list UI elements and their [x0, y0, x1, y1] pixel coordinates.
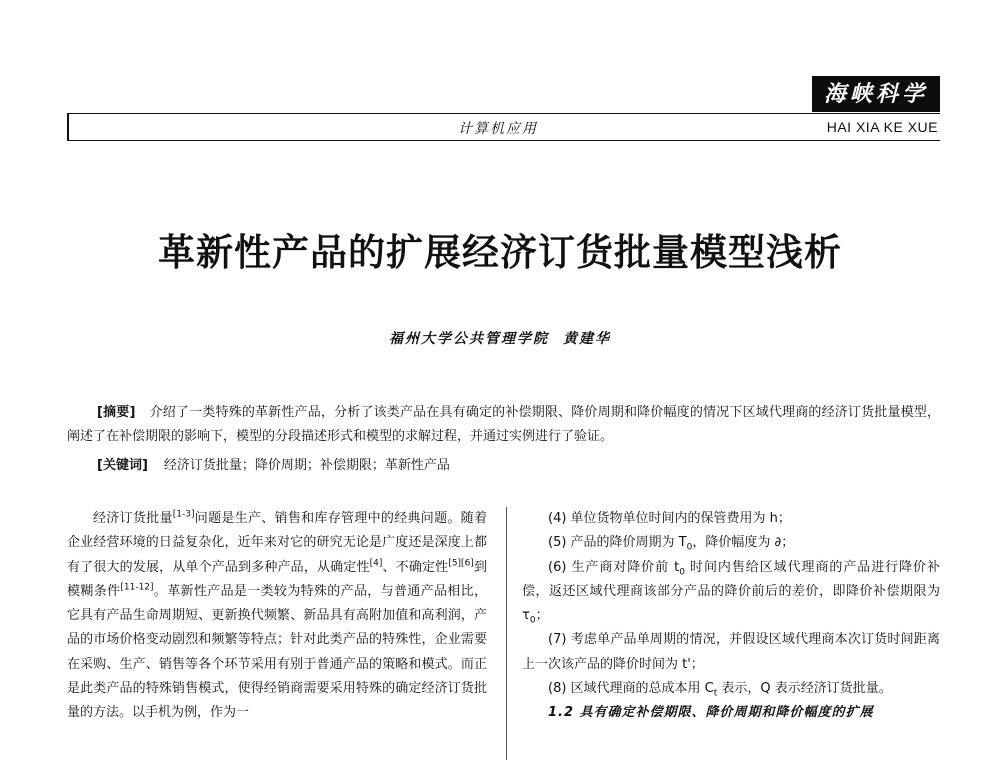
journal-logo: 海峡科学: [812, 76, 940, 112]
abstract-label: [摘要]: [97, 405, 136, 420]
assumption-5: [522, 531, 940, 555]
subsection-heading: 1.2 具有确定补偿期限、降价周期和降价幅度的扩展: [548, 705, 874, 721]
text-run: 时间内售给区域代理商的产品进行降价补偿，返还区域代理商该部分产品的降价前后的差价，即降价补偿期限为 τ: [522, 559, 940, 624]
subscript: t: [713, 688, 718, 699]
column-divider: [506, 507, 507, 760]
text-run: 经济订货批量: [93, 511, 173, 526]
text-run: 、不确定性: [382, 559, 449, 575]
keywords-label: [关键词]: [97, 458, 148, 473]
assumption-8: [522, 677, 940, 701]
journal-latin-name: HAI XIA KE XUE: [826, 119, 938, 135]
text-run: ；: [535, 608, 549, 624]
subscript: 0: [679, 567, 685, 578]
text-run: 。革新性产品是一类较为特殊的产品，与普通产品相比，它具有产品生命周期短、更新换代频繁、新品具有高附加值和高利润，产品的市场价格变动剧烈和频繁等特点；针对此类产品的特殊性，企业需要在采购、生产、销售等各个环节采用有别于普通产品的策略和模式。而正是此类产品的特殊销售模式，使得经销商需要采用特殊的确定经济订货批量的方法。以手机为例，作为一: [67, 583, 487, 721]
citation: [11-12]: [120, 582, 154, 593]
abstract-text: 介绍了一类特殊的革新性产品，分析了该类产品在具有确定的补偿期限、降价周期和降价幅度的情况下区域代理商的经济订货批量模型，阐述了在补偿期限的影响下，模型的分段描述形式和模型的求解过程，并通过实例进行了验证。: [67, 405, 940, 444]
text-run: 问题是生产、销售和库存管理中的经典问题。随着企业经营环境的日益复杂化，近年来对它的研究无论是广度还是深度上都有了很大的发展，从单个产品到多种产品，从确定性: [67, 511, 487, 575]
assumption-6: [522, 556, 940, 629]
keywords-text: 经济订货批量；降价周期；补偿期限；革新性产品: [163, 458, 450, 473]
abstract: [67, 401, 940, 449]
citation: [1-3]: [172, 509, 195, 520]
author-line: [0, 328, 1000, 348]
text-run: ，降价幅度为 ∂；: [692, 535, 795, 551]
text-run: 表示，Q 表示经济订货批量。: [717, 681, 892, 697]
citation: [4]: [369, 558, 383, 569]
text-run: 到模糊条件: [67, 559, 487, 599]
subscript: 0: [686, 542, 693, 553]
assumption-7: (7) 考虑单产品单周期的情况，并假设区域代理商本次订货时间距离上一次该产品的降价时间为 t'；: [522, 632, 940, 672]
citation: [5][6]: [448, 558, 474, 569]
affiliation: 福州大学公共管理学院: [389, 331, 549, 347]
text-run: (5) 产品的降价周期为 T: [548, 535, 687, 551]
body-paragraph: [67, 507, 487, 726]
header-rule-tick: [67, 113, 69, 141]
subscript: 0: [529, 615, 536, 626]
left-column: [67, 507, 487, 726]
assumption-4: (4) 单位货物单位时间内的保管费用为 h；: [548, 511, 791, 526]
text-run: (6) 生产商对降价前 t: [548, 559, 680, 575]
author-name: 黄建华: [563, 331, 611, 347]
paper-title: 革新性产品的扩展经济订货批量模型浅析: [158, 230, 842, 274]
text-run: (8) 区域代理商的总成本用 C: [548, 681, 714, 697]
section-name: 计算机应用: [458, 121, 538, 137]
keywords: [67, 455, 940, 477]
right-column: [522, 507, 940, 726]
